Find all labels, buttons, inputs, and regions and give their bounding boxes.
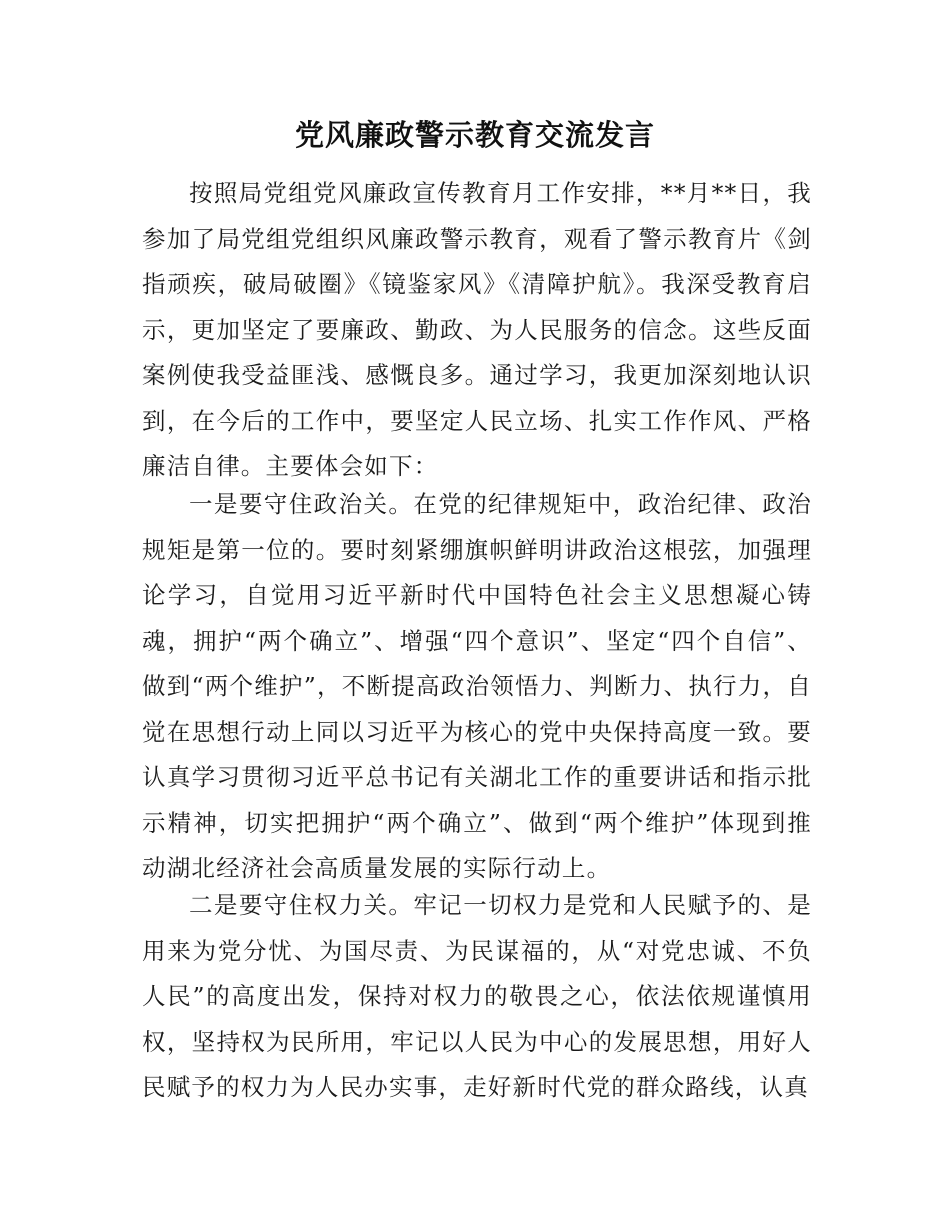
paragraph-political: 一是要守住政治关。在党的纪律规矩中，政治纪律、政治规矩是第一位的。要时刻紧绷旗帜鲜明讲政治这根弦，加强理论学习，自觉用习近平新时代中国特色社会主义思想凝心铸魂，拥护“两个确立”、增强“四个意识”、坚定“四个自信”、做到“两个维护”，不断提高政治领悟力、判断力、执行力，自觉在思想行动上同以习近平为核心的党中央保持高度一致。要认真学习贯彻习近平总书记有关湖北工作的重要讲话和指示批示精神，切实把拥护“两个确立”、做到“两个维护”体现到推动湖北经济社会高质量发展的实际行动上。	[142, 490, 812, 882]
paragraph-intro: 按照局党组党风廉政宣传教育月工作安排，**月**日，我参加了局党组党组织风廉政警示教育，观看了警示教育片《剑指顽疾，破局破圈》《镜鉴家风》《清障护航》。我深受教育启示，更加坚定了要廉政、勤政、为人民服务的信念。这些反面案例使我受益匪浅、感慨良多。通过学习，我更加深刻地认识到，在今后的工作中，要坚定人民立场、扎实工作作风、严格廉洁自律。主要体会如下：	[142, 179, 812, 480]
document-title: 党风廉政警示教育交流发言	[294, 118, 655, 152]
paragraph-power: 二是要守住权力关。牢记一切权力是党和人民赋予的、是用来为党分忧、为国尽责、为民谋福的，从“对党忠诚、不负人民”的高度出发，保持对权力的敬畏之心，依法依规谨慎用权，坚持权为民所用，牢记以人民为中心的发展思想，用好人民赋予的权力为人民办实事，走好新时代党的群众路线，认真	[142, 891, 812, 1101]
